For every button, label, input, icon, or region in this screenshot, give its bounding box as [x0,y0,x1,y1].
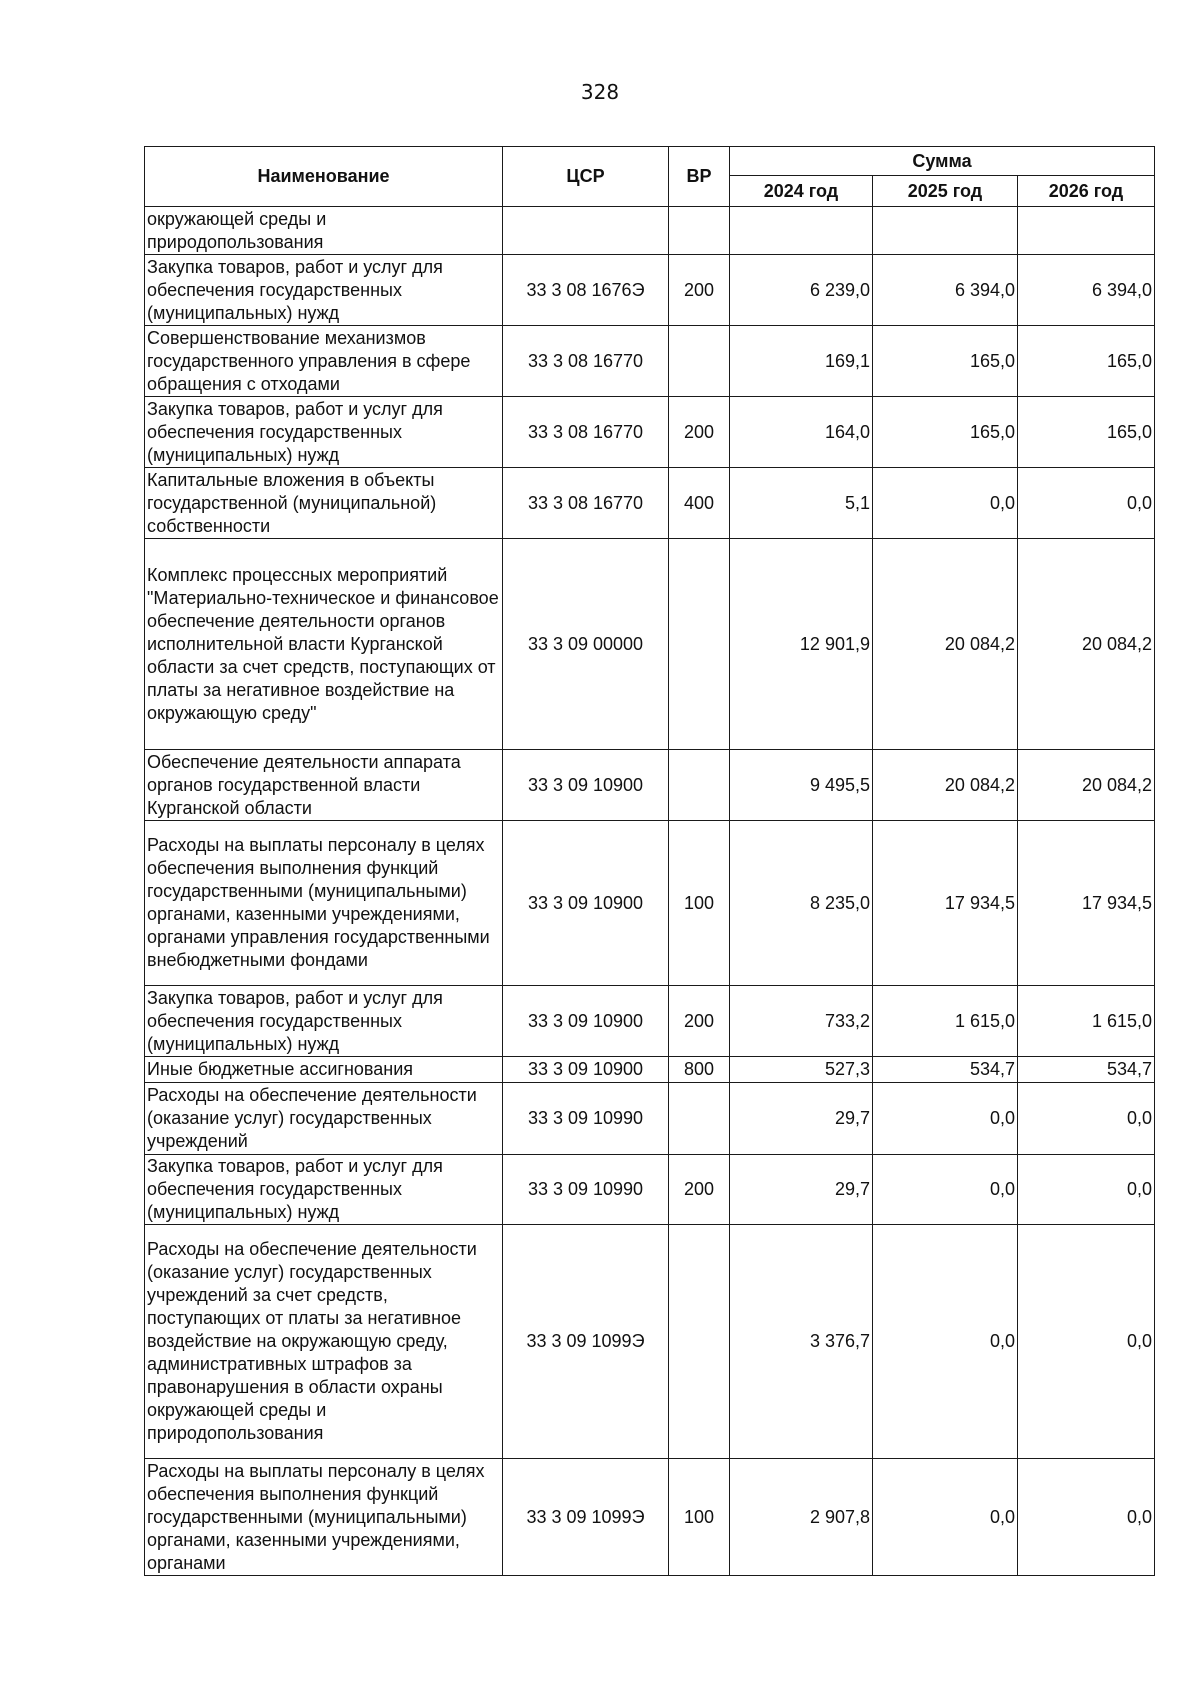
row-vr [669,750,730,821]
page-number: 328 [580,80,620,104]
row-2025: 0,0 [873,1225,1018,1459]
header-name: Наименование [145,147,503,207]
row-2024 [730,207,873,255]
row-csr: 33 3 08 16770 [503,397,669,468]
row-2024: 9 495,5 [730,750,873,821]
row-2026: 20 084,2 [1018,750,1155,821]
header-vr: ВР [669,147,730,207]
header-2025: 2025 год [873,176,1018,207]
row-vr [669,1225,730,1459]
table-row [145,750,1155,821]
row-2025: 1 615,0 [873,986,1018,1057]
row-2024: 5,1 [730,468,873,539]
row-csr: 33 3 09 10900 [503,821,669,986]
row-2026: 165,0 [1018,397,1155,468]
row-vr: 200 [669,1155,730,1225]
table-body [145,207,1155,1576]
row-csr: 33 3 09 1099Э [503,1225,669,1459]
row-name: Капитальные вложения в объекты государственной (муниципальной) собственности [145,468,503,539]
row-vr: 400 [669,468,730,539]
row-2024: 3 376,7 [730,1225,873,1459]
header-2026: 2026 год [1018,176,1155,207]
table-header [145,147,1155,207]
row-2024: 29,7 [730,1155,873,1225]
row-vr [669,1083,730,1155]
row-name: Закупка товаров, работ и услуг для обеспечения государственных (муниципальных) нужд [145,255,503,326]
row-2026: 0,0 [1018,1155,1155,1225]
table-row [145,1083,1155,1155]
row-csr: 33 3 09 00000 [503,539,669,750]
row-2026: 534,7 [1018,1057,1155,1083]
row-2024: 12 901,9 [730,539,873,750]
row-2025: 0,0 [873,1083,1018,1155]
row-2026: 0,0 [1018,1225,1155,1459]
row-vr: 100 [669,821,730,986]
row-name: Обеспечение деятельности аппарата органов государственной власти Курганской области [145,750,503,821]
table-row [145,397,1155,468]
table-row [145,207,1155,255]
row-2024: 169,1 [730,326,873,397]
row-vr [669,326,730,397]
row-2024: 29,7 [730,1083,873,1155]
row-2025: 20 084,2 [873,539,1018,750]
table-row [145,1225,1155,1459]
row-2026 [1018,207,1155,255]
table-row [145,1155,1155,1225]
row-2024: 6 239,0 [730,255,873,326]
row-csr: 33 3 09 10990 [503,1083,669,1155]
row-csr: 33 3 08 1676Э [503,255,669,326]
header-sum: Сумма [730,147,1155,176]
row-2025 [873,207,1018,255]
row-2026: 17 934,5 [1018,821,1155,986]
row-csr: 33 3 09 1099Э [503,1459,669,1576]
row-csr: 33 3 09 10900 [503,750,669,821]
row-vr: 200 [669,397,730,468]
row-2024: 8 235,0 [730,821,873,986]
row-2026: 0,0 [1018,1083,1155,1155]
row-2026: 6 394,0 [1018,255,1155,326]
row-2025: 6 394,0 [873,255,1018,326]
row-csr: 33 3 08 16770 [503,468,669,539]
row-2024: 2 907,8 [730,1459,873,1576]
row-csr: 33 3 09 10900 [503,1057,669,1083]
table-row [145,986,1155,1057]
row-name: Закупка товаров, работ и услуг для обеспечения государственных (муниципальных) нужд [145,986,503,1057]
row-2025: 165,0 [873,326,1018,397]
row-vr: 100 [669,1459,730,1576]
row-2026: 0,0 [1018,468,1155,539]
row-name: Расходы на обеспечение деятельности (оказание услуг) государственных учреждений за счет средств, поступающих от платы за негативное воздействие на окружающую среду, административных штрафов за правонарушения в области охраны окружающей среды и природопользования [145,1225,503,1459]
row-name: Расходы на выплаты персоналу в целях обеспечения выполнения функций государственными (муниципальными) органами, казенными учреждениями, органами [145,1459,503,1576]
row-csr: 33 3 09 10990 [503,1155,669,1225]
row-2025: 20 084,2 [873,750,1018,821]
row-2024: 733,2 [730,986,873,1057]
table-row [145,821,1155,986]
row-name: Иные бюджетные ассигнования [145,1057,503,1083]
table-row [145,539,1155,750]
row-vr: 800 [669,1057,730,1083]
row-2025: 0,0 [873,1459,1018,1576]
row-2026: 1 615,0 [1018,986,1155,1057]
row-2026: 20 084,2 [1018,539,1155,750]
table-row [145,468,1155,539]
row-2025: 534,7 [873,1057,1018,1083]
row-name: Совершенствование механизмов государственного управления в сфере обращения с отходами [145,326,503,397]
row-vr: 200 [669,986,730,1057]
row-csr: 33 3 08 16770 [503,326,669,397]
row-vr: 200 [669,255,730,326]
header-csr: ЦСР [503,147,669,207]
table-row [145,1459,1155,1576]
row-name: Комплекс процессных мероприятий "Материально-техническое и финансовое обеспечение деятельности органов исполнительной власти Курганской области за счет средств, поступающих от платы за негативное воздействие на окружающую среду" [145,539,503,750]
row-vr [669,539,730,750]
row-2025: 17 934,5 [873,821,1018,986]
row-2024: 527,3 [730,1057,873,1083]
row-2025: 0,0 [873,468,1018,539]
row-name: окружающей среды и природопользования [145,207,503,255]
row-name: Расходы на обеспечение деятельности (оказание услуг) государственных учреждений [145,1083,503,1155]
table-row [145,1057,1155,1083]
row-csr [503,207,669,255]
row-csr: 33 3 09 10900 [503,986,669,1057]
table-row [145,326,1155,397]
row-2025: 165,0 [873,397,1018,468]
row-name: Закупка товаров, работ и услуг для обеспечения государственных (муниципальных) нужд [145,397,503,468]
row-2026: 165,0 [1018,326,1155,397]
row-2025: 0,0 [873,1155,1018,1225]
row-2026: 0,0 [1018,1459,1155,1576]
budget-table [144,146,1155,1576]
row-2024: 164,0 [730,397,873,468]
row-vr [669,207,730,255]
table-row [145,255,1155,326]
header-2024: 2024 год [730,176,873,207]
row-name: Расходы на выплаты персоналу в целях обеспечения выполнения функций государственными (муниципальными) органами, казенными учреждениями, органами управления государственными внебюджетными фондами [145,821,503,986]
row-name: Закупка товаров, работ и услуг для обеспечения государственных (муниципальных) нужд [145,1155,503,1225]
